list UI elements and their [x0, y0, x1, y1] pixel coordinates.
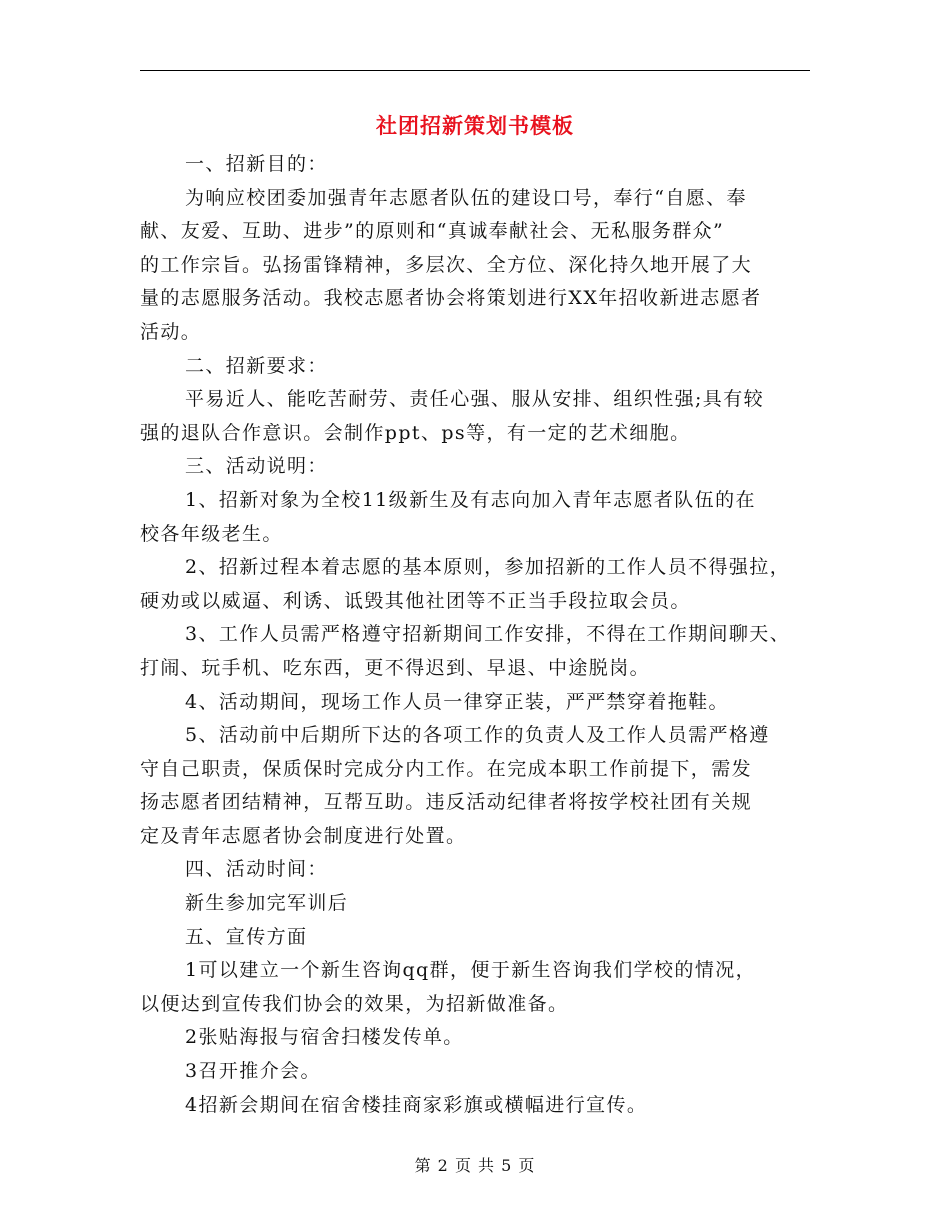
- activity-note-1: 1、招新对象为全校11级新生及有志向加入青年志愿者队伍的在 校各年级老生。: [140, 488, 756, 545]
- activity-note-2: 2、招新过程本着志愿的基本原则，参加招新的工作人员不得强拉， 硬劝或以威逼、利诱、诋毁其他社团等不正当手段拉取会员。: [140, 556, 791, 612]
- document-body: [140, 148, 812, 1122]
- activity-note-5: 5、活动前中后期所下达的各项工作的负责人及工作人员需严格遵 守自己职责，保质保时完成分内工作。在完成本职工作前提下，需发 扬志愿者团结精神，互帮互助。违反活动纪律者将按学校社团有关规 定及青年志愿者协会制度进行处置。: [140, 724, 770, 847]
- publicity-item-4: 4招新会期间在宿舍楼挂商家彩旗或横幅进行宣传。: [185, 1093, 648, 1116]
- publicity-item-1: 1可以建立一个新生咨询qq群，便于新生咨询我们学校的情况， 以便达到宣传我们协会的效果，为招新做准备。: [140, 959, 757, 1015]
- section-heading-requirements: 二、招新要求：: [185, 354, 328, 377]
- section-heading-activity-time: 四、活动时间：: [185, 858, 328, 881]
- section-heading-publicity: 五、宣传方面: [185, 925, 308, 948]
- page-number: 第 2 页 共 5 页: [414, 1156, 536, 1175]
- section-heading-activity-notes: 三、活动说明：: [185, 455, 328, 478]
- publicity-item-3: 3召开推介会。: [185, 1060, 321, 1083]
- publicity-item-2: 2张贴海报与宿舍扫楼发传单。: [185, 1026, 464, 1049]
- activity-note-3: 3、工作人员需严格遵守招新期间工作安排，不得在工作期间聊天、 打闹、玩手机、吃东西，更不得迟到、早退、中途脱岗。: [140, 623, 791, 679]
- header-rule: [140, 70, 810, 71]
- paragraph-activity-time: 新生参加完军训后: [185, 892, 349, 915]
- paragraph-purpose: 为响应校团委加强青年志愿者队伍的建设口号，奉行“自愿、奉 献、友爱、互助、进步”的原则和“真诚奉献社会、无私服务群众” 的工作宗旨。弘扬雷锋精神，多层次、全方位、深化持久地开展了大 量的志愿服务活动。我校志愿者协会将策划进行XX年招收新进志愿者 活动。: [140, 186, 762, 343]
- section-heading-purpose: 一、招新目的：: [185, 153, 328, 175]
- paragraph-requirements: 平易近人、能吃苦耐劳、责任心强、服从安排、组织性强;具有较 强的退队合作意识。会制作ppt、ps等，有一定的艺术细胞。: [140, 388, 765, 444]
- document-title: 社团招新策划书模板: [376, 113, 574, 138]
- activity-note-4: 4、活动期间，现场工作人员一律穿正装，严严禁穿着拖鞋。: [185, 690, 729, 713]
